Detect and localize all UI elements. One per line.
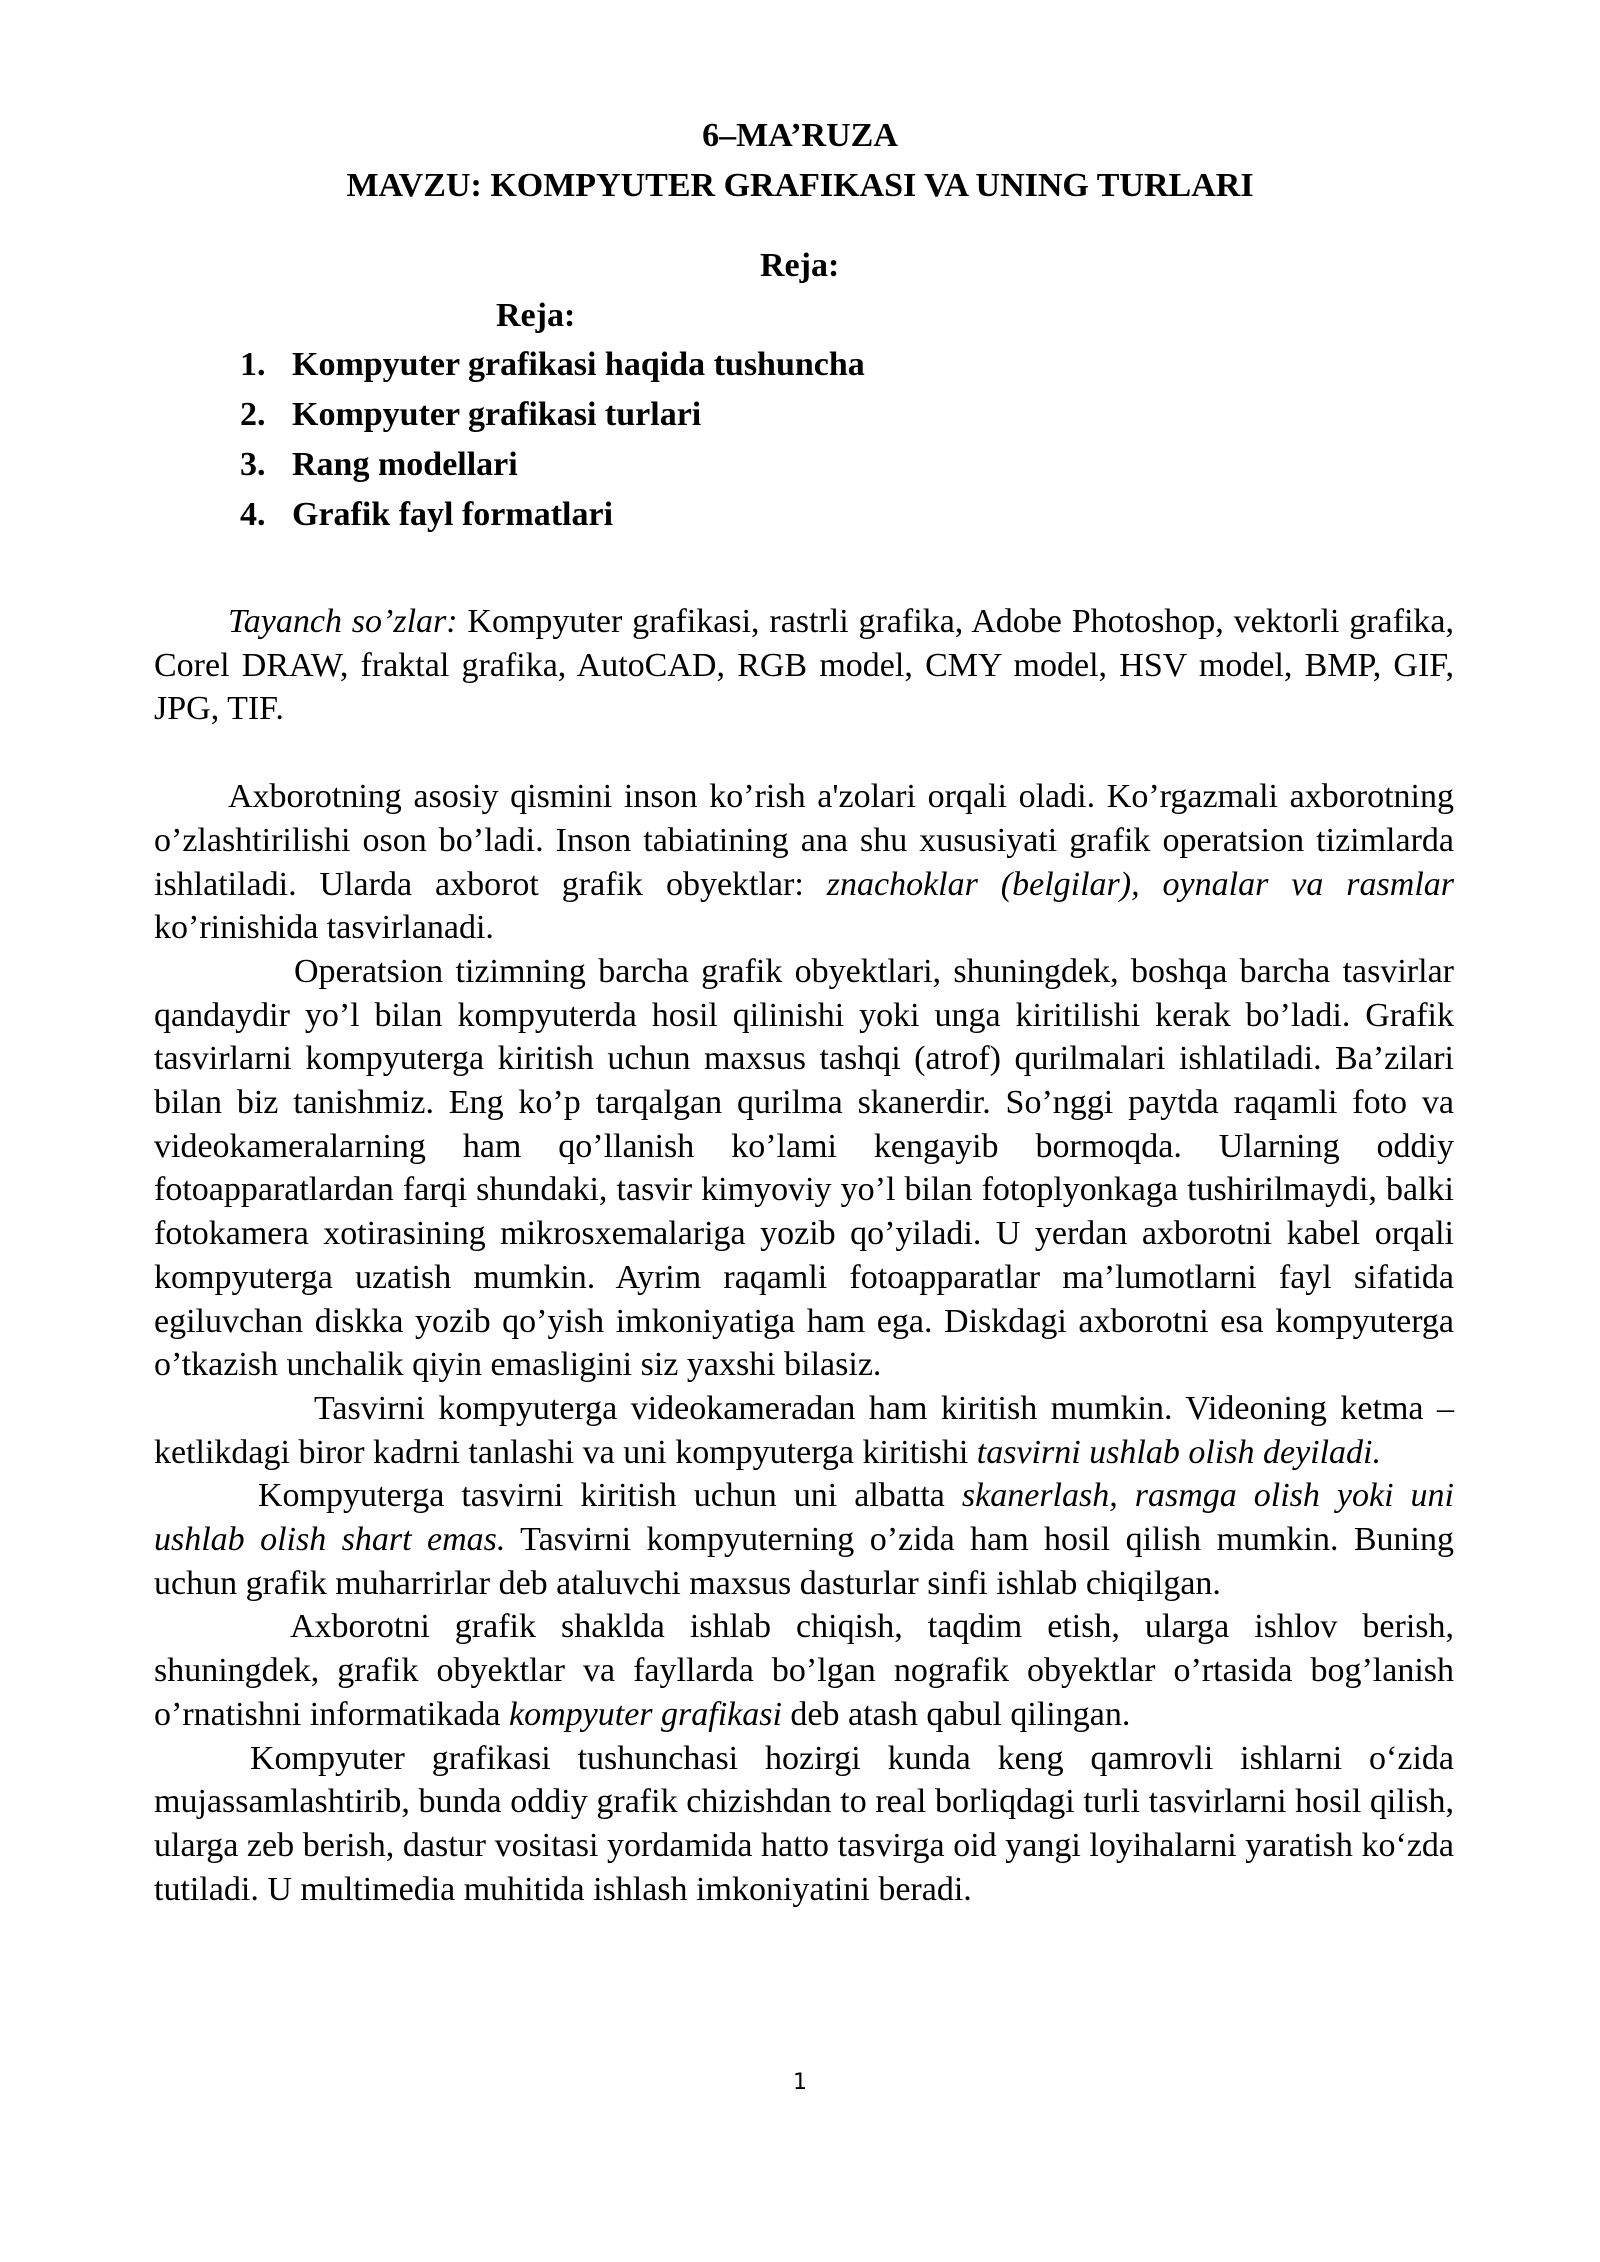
plan-item-text: Kompyuter grafikasi turlari — [292, 396, 702, 433]
paragraph-text: Tasvirni kompyuterning o’zida ham hosil qilish mumkin. Buning uchun grafik muharrirlar deb ataluvchi maxsus dasturlar sinfi ishlab chiqilgan. — [154, 1521, 1454, 1602]
plan-item-text: Kompyuter grafikasi haqida tushuncha — [292, 346, 865, 383]
paragraph-text: Kompyuter grafikasi tushunchasi hozirgi kunda keng qamrovli ishlarni o‘zida mujassamlashtirib, bunda oddiy grafik chizishdan to real borliqdagi turli tasvirlarni hosil qilish, ularga zeb berish, dastur vositasi yordamida hatto tasvirga oid yangi loyihalarni yaratish ko‘zda tutiladi. U multimedia muhitida ishlash imkoniyatini beradi. — [154, 1739, 1454, 1908]
plan-item — [240, 490, 865, 540]
paragraph-italic-text: znachoklar (belgilar), oynalar va rasmlar — [826, 865, 1455, 903]
plan-item-number: 2. — [240, 396, 266, 433]
plan-item — [240, 440, 865, 490]
paragraph-italic-text: tasvirni ushlab olish deyiladi. — [976, 1433, 1381, 1471]
paragraph-italic-text: kompyuter grafikasi — [509, 1695, 782, 1733]
paragraph-text: ko’rinishida tasvirlanadi. — [154, 909, 494, 947]
plan-item-text: Grafik fayl formatlari — [292, 496, 614, 533]
plan-heading-secondary: Reja: — [496, 297, 576, 334]
paragraph-4 — [154, 1474, 1454, 1605]
plan-item-text: Rang modellari — [292, 446, 518, 483]
paragraph-3 — [154, 1387, 1454, 1474]
plan-list — [240, 340, 865, 540]
lecture-number: 6–MA’RUZA — [702, 117, 898, 154]
paragraph-5 — [154, 1605, 1454, 1736]
plan-item — [240, 390, 865, 440]
paragraph-text: Axborotni grafik shaklda ishlab chiqish, taqdim etish, ularga ishlov berish, shuningdek, grafik obyektlar va fayllarda bo’lgan nografik obyektlar o’rtasida bog’lanish o’rnatishni informatikada — [154, 1608, 1454, 1733]
plan-item — [240, 340, 865, 390]
keywords-paragraph — [154, 600, 1454, 731]
paragraph-spacer — [154, 731, 1454, 775]
paragraph-italic-text: skanerlash, rasmga olish yoki uni ushlab olish shart emas. — [154, 1477, 1454, 1559]
paragraph-text: Kompyuterga tasvirni kiritish uchun uni albatta — [258, 1477, 962, 1515]
paragraph-text: Operatsion tizimning barcha grafik obyektlari, shuningdek, boshqa barcha tasvirlar qandaydir yo’l bilan kompyuterda hosil qilinishi yoki unga kiritilishi kerak bo’ladi. Grafik tasvirlarni kompyuterga kiritish uchun maxsus tashqi (atrof) qurilmalari ishlatiladi. Ba’zilari bilan biz tanishmiz. Eng ko’p tarqalgan qurilma skanerdir. So’nggi paytda raqamli foto va videokameralarning ham qo’llanish ko’lami kengayib bormoqda. Ularning oddiy fotoapparatlardan farqi shundaki, tasvir kimyoviy yo’l bilan fotoplyonkaga tushirilmaydi, balki fotokamera xotirasining mikrosxemalariga yozib qo’yiladi. U yerdan axborotni kabel orqali kompyuterga uzatish mumkin. Ayrim raqamli fotoapparatlar ma’lumotlarni fayl sifatida egiluvchan diskka yozib qo’yish imkoniyatiga ham ega. Diskdagi axborotni esa kompyuterga o’tkazish unchalik qiyin emasligini siz yaxshi bilasiz. — [154, 952, 1454, 1384]
plan-item-number: 4. — [240, 496, 266, 533]
page-number: 1 — [793, 2070, 807, 2095]
plan-item-number: 1. — [240, 346, 266, 383]
keywords-label: Tayanch so’zlar: — [228, 603, 458, 640]
paragraph-1 — [154, 775, 1454, 950]
paragraph-text: deb atash qabul qilingan. — [781, 1695, 1131, 1733]
paragraph-text: Tasvirni kompyuterga videokameradan ham kiritish mumkin. Videoning ketma – ketlikdagi biror kadrni tanlashi va uni kompyuterga kiritishi — [154, 1389, 1454, 1471]
lecture-topic: MAVZU: KOMPYUTER GRAFIKASI VA UNING TURLARI — [346, 167, 1254, 204]
paragraph-6 — [154, 1737, 1454, 1912]
paragraph-2 — [154, 950, 1454, 1387]
plan-heading-primary: Reja: — [760, 247, 840, 284]
keywords-text: Kompyuter grafikasi, rastrli grafika, Adobe Photoshop, vektorli grafika, Corel DRAW, fraktal grafika, AutoCAD, RGB model, CMY model, HSV model, BMP, GIF, JPG, TIF. — [154, 603, 1454, 728]
paragraph-text: Axborotning asosiy qismini inson ko’rish a'zolari orqali oladi. Ko’rgazmali axborotning o’zlashtirilishi oson bo’ladi. Inson tabiatining ana shu xususiyati grafik operatsion tizimlarda ishlatiladi. Ularda axborot grafik obyektlar: — [154, 778, 1454, 903]
plan-item-number: 3. — [240, 446, 266, 483]
lecture-body — [154, 600, 1454, 1911]
